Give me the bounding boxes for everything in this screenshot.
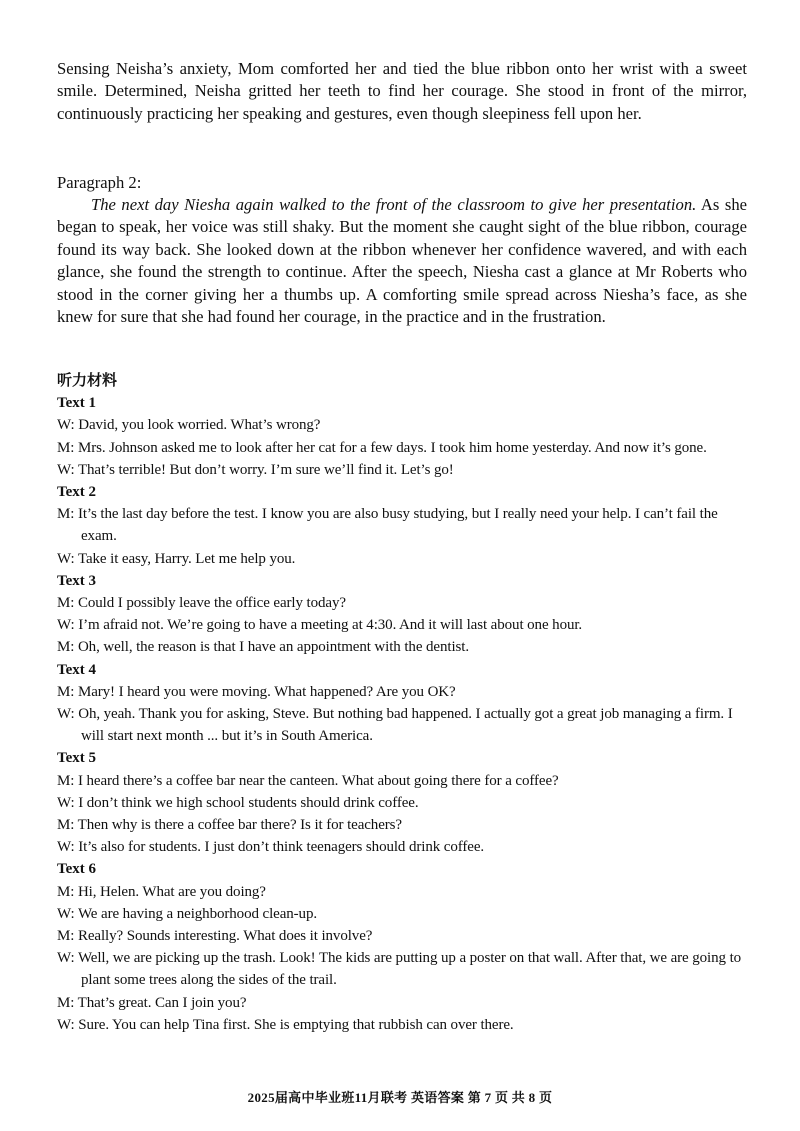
text-block [57, 747, 751, 858]
text-block [57, 659, 751, 748]
text-block [57, 858, 751, 1036]
dialogue-line: W: I don’t think we high school students should drink coffee. [57, 794, 419, 811]
dialogue-line: M: Then why is there a coffee bar there? Is it for teachers? [57, 817, 402, 834]
paragraph-2 [57, 194, 747, 328]
text-title: Text 3 [57, 572, 97, 589]
paragraph-1: Sensing Neisha’s anxiety, Mom comforted her and tied the blue ribbon onto her wrist with a sweet smile. Determined, Neisha gritted her teeth to find her courage. She stood in front of the mirror, continuously practicing her speaking and gestures, even though sleepiness fell upon her. [57, 59, 747, 123]
text-block [57, 570, 751, 659]
listening-section [57, 370, 751, 1036]
dialogue-line: M: Mrs. Johnson asked me to look after her cat for a few days. I took him home yesterday. And now it’s gone. [57, 439, 707, 456]
dialogue-line: M: Mary! I heard you were moving. What happened? Are you OK? [57, 683, 456, 700]
paragraph-2-opening: The next day Niesha again walked to the front of the classroom to give her presentation. [91, 195, 697, 214]
paragraph-2-body: As she began to speak, her voice was still shaky. But the moment she caught sight of the blue ribbon, courage found its way back. She looked down at the ribbon whenever her confidence wavered, and with each glance, she found the strength to continue. After the speech, Niesha cast a glance at Mr Roberts who stood in the corner giving her a thumbs up. A comforting smile spread across Niesha’s face, as she knew for sure that she had found her courage, in the practice and in the frustration. [57, 195, 747, 327]
dialogue-line: M: Could I possibly leave the office early today? [57, 595, 346, 612]
text-title: Text 5 [57, 750, 97, 767]
dialogue-line: W: That’s terrible! But don’t worry. I’m sure we’ll find it. Let’s go! [57, 461, 454, 478]
dialogue-line: M: That’s great. Can I join you? [57, 994, 247, 1011]
dialogue-line: W: Sure. You can help Tina first. She is emptying that rubbish can over there. [57, 1016, 514, 1033]
dialogue-line: M: Oh, well, the reason is that I have an appointment with the dentist. [57, 639, 469, 656]
text-title: Text 1 [57, 395, 97, 412]
text-title: Text 2 [57, 484, 97, 501]
dialogue-line: M: Really? Sounds interesting. What does it involve? [57, 928, 373, 945]
dialogue-line: W: I’m afraid not. We’re going to have a meeting at 4:30. And it will last about one hour. [57, 617, 583, 634]
dialogue-line: W: Take it easy, Harry. Let me help you. [57, 550, 296, 567]
text-block [57, 392, 751, 481]
paragraph-2-label: Paragraph 2: [57, 173, 142, 192]
dialogue-line: M: It’s the last day before the test. I know you are also busy studying, but I really need your help. I can’t fail the exam. [57, 506, 718, 545]
dialogue-line: M: I heard there’s a coffee bar near the canteen. What about going there for a coffee? [57, 772, 559, 789]
dialogue-line: W: Well, we are picking up the trash. Look! The kids are putting up a poster on that wall. After that, we are going to plant some trees along the sides of the trail. [57, 950, 742, 989]
dialogue-line: M: Hi, Helen. What are you doing? [57, 883, 266, 900]
dialogue-line: W: Oh, yeah. Thank you for asking, Steve. But nothing bad happened. I actually got a great job managing a firm. I will start next month ... but it’s in South America. [57, 706, 733, 745]
listening-heading: 听力材料 [57, 373, 118, 389]
dialogue-line: W: We are having a neighborhood clean-up. [57, 905, 318, 922]
dialogue-line: W: It’s also for students. I just don’t think teenagers should drink coffee. [57, 839, 485, 856]
page-footer: 2025届高中毕业班11月联考 英语答案 第 7 页 共 8 页 [247, 1090, 553, 1105]
text-block [57, 481, 751, 570]
text-title: Text 6 [57, 861, 97, 878]
dialogue-line: W: David, you look worried. What’s wrong? [57, 417, 321, 434]
text-title: Text 4 [57, 661, 97, 678]
